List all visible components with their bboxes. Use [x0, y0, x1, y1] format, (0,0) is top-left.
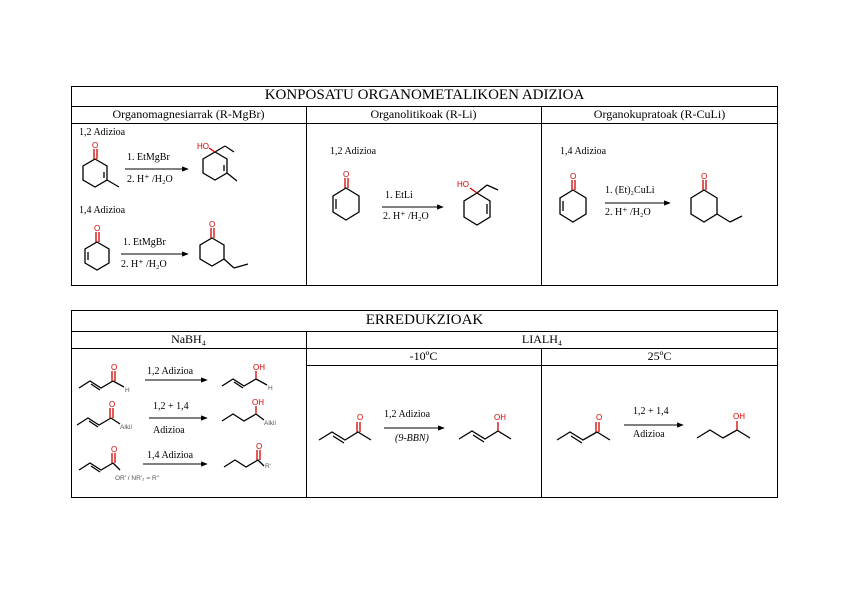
- grignard-12-label: 1,2 Adizioa: [79, 127, 126, 138]
- grignard-14-reagent-1: 1. EtMgBr: [123, 237, 166, 248]
- header-organocuprate: Organokupratoak (R-CuLi): [593, 107, 726, 121]
- cold-product-hydroxyl: OH: [494, 413, 506, 422]
- nabh4-row3-label: 1,4 Adizioa: [147, 450, 194, 461]
- subheader-25c: 25ºC: [647, 349, 672, 363]
- warm-reactant: [557, 413, 610, 443]
- header-grignard: Organomagnesiarrak (R-MgBr): [112, 107, 265, 121]
- nabh4-row2-label-bottom: Adizioa: [153, 425, 185, 436]
- grignard-12-product-hydroxyl: HO: [197, 142, 209, 151]
- grignard-14-product: [200, 220, 248, 268]
- cold-label-top: 1,2 Adizioa: [384, 409, 431, 420]
- nabh4-row1-reactant-hydrogen: H: [125, 387, 130, 394]
- grignard-14-label: 1,4 Adizioa: [79, 205, 126, 216]
- header-nabh4: NaBH₄: [171, 332, 206, 346]
- nabh4-row3-product: [224, 442, 271, 470]
- grignard-12-product: [197, 142, 237, 181]
- nabh4-row2-reactant-oxygen: O: [109, 400, 116, 409]
- grignard-14-reactant: [85, 224, 109, 270]
- warm-label-top: 1,2 + 1,4: [633, 406, 669, 417]
- nabh4-row2-label-top: 1,2 + 1,4: [153, 401, 189, 412]
- nabh4-row2-reactant-alkyl: Alkil: [120, 424, 132, 431]
- header-lialh4: LIALH₄: [521, 332, 563, 346]
- nabh4-row3-reactant: [79, 445, 120, 472]
- grignard-14-reagent-2: 2. H⁺ /H₂O: [121, 259, 167, 270]
- organolithium-reagent-1: 1. EtLi: [385, 190, 413, 201]
- nabh4-row2-product-hydroxyl: OH: [252, 398, 264, 407]
- organocuprate-product-oxygen: O: [701, 172, 708, 181]
- organocuprate-reactant: [560, 172, 586, 222]
- grignard-12-reactant: [83, 141, 119, 187]
- warm-product: [697, 412, 750, 438]
- grignard-12-reagent-2: 2. H⁺ /H₂O: [127, 174, 173, 185]
- organocuprate-product: [691, 172, 742, 222]
- nabh4-row3-reactant-oxygen: O: [111, 445, 118, 454]
- nabh4-row2-reactant: [77, 400, 132, 431]
- table1-title: KONPOSATU ORGANOMETALIKOEN ADIZIOA: [264, 87, 585, 103]
- nabh4-row1-label: 1,2 Adizioa: [147, 366, 194, 377]
- grignard-12-reactant-oxygen: O: [92, 141, 99, 150]
- subheader-minus-10c: -10ºC: [409, 349, 438, 363]
- grignard-12-reagent-1: 1. EtMgBr: [127, 152, 170, 163]
- organolithium-reactant-oxygen: O: [343, 170, 350, 179]
- organolithium-product: [457, 180, 498, 225]
- nabh4-row3-product-rprime: R': [265, 463, 271, 470]
- organolithium-label: 1,2 Adizioa: [330, 146, 377, 157]
- organocuprate-reagent-1: 1. (Et)₂CuLi: [605, 185, 655, 196]
- table2-title: ERREDUKZIOAK: [365, 312, 484, 328]
- organolithium-reactant: [333, 170, 359, 220]
- nabh4-row3-product-oxygen: O: [256, 442, 263, 451]
- organocuprate-reagent-2: 2. H⁺ /H₂O: [605, 207, 651, 218]
- cold-reactant: [319, 413, 371, 443]
- nabh4-footnote: OR' / NR'₂ = R'': [115, 475, 160, 482]
- nabh4-row1-reactant: [79, 363, 130, 394]
- cold-reactant-oxygen: O: [357, 413, 364, 422]
- warm-reactant-oxygen: O: [596, 413, 603, 422]
- cold-label-bottom: (9-BBN): [395, 433, 429, 444]
- nabh4-row2-product-alkyl: Alkil: [264, 420, 276, 427]
- warm-label-bottom: Adizioa: [633, 429, 665, 440]
- nabh4-row1-product-hydrogen: H: [268, 385, 273, 392]
- grignard-14-reactant-oxygen: O: [94, 224, 101, 233]
- organocuprate-reactant-oxygen: O: [570, 172, 577, 181]
- grignard-14-product-oxygen: O: [209, 220, 216, 229]
- nabh4-row1-reactant-oxygen: O: [111, 363, 118, 372]
- nabh4-row1-product-hydroxyl: OH: [253, 363, 265, 372]
- header-organolithium: Organolitikoak (R-Li): [370, 107, 477, 121]
- organocuprate-label: 1,4 Adizioa: [560, 146, 607, 157]
- organolithium-reagent-2: 2. H⁺ /H₂O: [383, 211, 429, 222]
- nabh4-row2-product: [222, 398, 276, 427]
- warm-product-hydroxyl: OH: [733, 412, 745, 421]
- organolithium-product-hydroxyl: HO: [457, 180, 469, 189]
- nabh4-row1-product: [222, 363, 273, 392]
- cold-product: [459, 413, 511, 442]
